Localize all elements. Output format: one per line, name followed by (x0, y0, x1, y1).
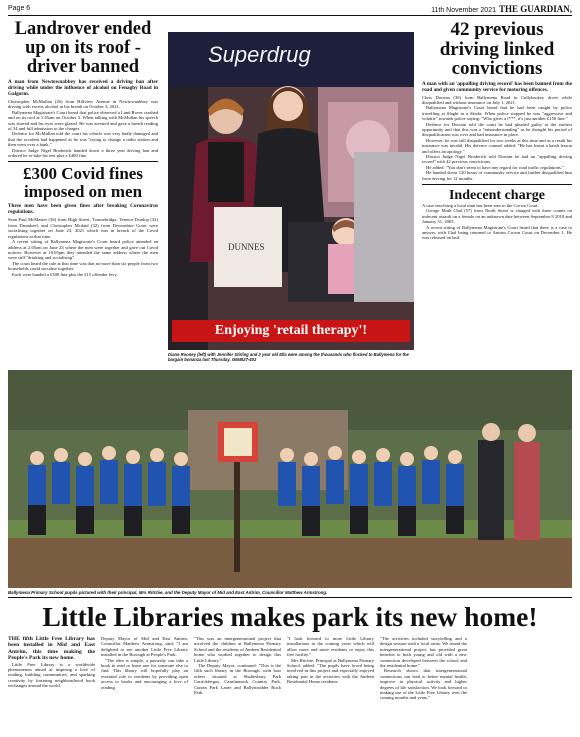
libraries-para-7: Mrs Ritchie, Principal at Ballymena Primary School, added: "The pupils have loved being involved in this project and especially enjoyed taking part in the activities with the Andeen Residential Home residents. (287, 657, 374, 685)
school-photo-caption: Ballymena Primary School pupils pictured with their principal, Mrs Ritchie, and the Deputy Mayor of Mid and East Antrim, Councillor Matthew Armstrong. (8, 590, 572, 598)
covid-para-2: A recent sitting of Ballymena Magistrate's Court heard police attended an address at 2.05am on June 23 where the men were together and gave out Covid notices. However at 10.05pm they attended the same address where the men were still "drinking and socialising". (8, 239, 158, 261)
libraries-col-3 (194, 636, 281, 732)
section-divider (422, 184, 572, 185)
libraries-col-5 (380, 636, 467, 732)
landrover-para-3: Defence for McMullan told the court his vehicle was very badly damaged and that the accident had happened as he was "trying to change a radio station and then went over a bank." (8, 131, 158, 148)
libraries-col-6 (473, 636, 572, 732)
convictions-para-1: Chris Dorrian (36) from Ballymena Road in Cullybackey drove while disqualified and without insurance on July 1, 2021. (422, 94, 572, 105)
landrover-para-2: Ballymena Magistrate's Court heard that police observed a Land Rover crashed and on its roof at 1.45am on October 3. When talking with McMullan his speech was slurred and his eyes were glazed. He was arrested and gave a breath reading of 54 and full admission to the charges. (8, 109, 158, 132)
libraries-col-2 (101, 636, 188, 732)
convictions-standfirst: A man with an 'appalling driving record' has been banned from the road and given community service for motoring offences. (422, 80, 572, 93)
libraries-para-8: "The activities included storytelling and a design session with a local artist. We found the intergenerational project has provided great benefits to both young and old with a new connection developed between the school and the residential home." (380, 636, 467, 669)
folio-date: 11th November 2021 THE GUARDIAN, (431, 4, 572, 14)
convictions-para-4: However, he was still disqualified for two weeks at this time and as a result his insurance was invalid. His defence counsel added: "He has learnt a harsh lesson and offers an apology." (422, 137, 572, 154)
libraries-para-3: "The idea is simple, a passerby can take a book to read or leave one for someone else to find. This library will hopefully play an essential role to residents by providing open access to books and encouraging a love of reading. (101, 657, 188, 690)
landrover-standfirst: A man from Newtownabbey has received a driving ban after driving while under the influence of alcohol on Fenaghy Road in Galgorm. (8, 79, 158, 97)
page-number: Page 6 (8, 5, 31, 12)
libraries-para-9: Research shows that intergenerational connections can lead to better mental health, improve in physical activity and higher degrees of life satisfaction. We look forward to making use of the Little Free Library over the coming months and years." (380, 668, 467, 701)
landrover-para-4: District Judge Nigel Broderick handed down a three year driving ban and ordered he re-take his test plus a £400 fine. (8, 147, 158, 159)
libraries-para-1: Little Free Library is a worldwide phenomenon aimed at inspiring a love of reading, building communities, and sparking creativity by fostering neighbourhood book exchanges around the world. (8, 661, 95, 689)
libraries-para-4: "This was an intergenerational project that involved the children at Ballymena Primary School and the residents of Andeen Residential home who worked together to design this Little Library." (194, 636, 281, 663)
libraries-para-2: Deputy Mayor of Mid and East Antrim, Councillor Matthew Armstrong, said: "I am delighted to see another Little Free Library installed in the Borough at People's Park. (101, 636, 188, 658)
convictions-headline: 42 previous driving linked convictions (439, 20, 555, 79)
masthead: THE GUARDIAN, (498, 4, 572, 14)
convictions-para-3: Defence for Dorrian told the court he had pleaded guilty at the earliest opportunity and that this was a "misunderstanding" as he thought his period of disqualification was over and had insurance in place. (422, 121, 572, 138)
libraries-headline: Little Libraries makes park its new home! (42, 601, 538, 632)
covid-standfirst: Three men have been given fines after breaking Coronavirus regulations. (8, 203, 158, 216)
convictions-para-2: Ballymena Magistrate's Court heard that he had been caught by police travelling at Slaght in a Skoda. When police stopped he was "aggressive and volatile" towards police saying: "Who gives a f***, it's just another £150 fine." (422, 105, 572, 122)
libraries-col-1 (8, 636, 95, 732)
indecent-para-3: A recent sitting of Ballymena Magistrate's Court heard that there is a case to answer, with Chal being returned to Antrim Crown Court on December 1. He was released on bail. (422, 224, 572, 241)
school-group-photo-art (8, 370, 572, 588)
section-divider (8, 161, 158, 162)
covid-para-3: The court heard the rule at that time was that no more than six people from two households could socialise together. (8, 260, 158, 272)
libraries-lead: THE fifth Little Free Library has been installed in Mid and East Antrim, this time making the People's Park its new home. (8, 636, 95, 662)
libraries-para-5: The Deputy Mayor, continued: "This is the fifth such library in the Borough, with four others situated at Shaftesbury Park Carrickfergus, Carnfunnock Country Park, Curran Park Larne and Ballystrudder Rock Park. (194, 663, 281, 696)
page-folio (8, 4, 572, 16)
indecent-para-1: A case involving a local man has been sent to the Crown Court. (422, 203, 539, 208)
covid-headline: £300 Covid fines imposed on men (23, 164, 143, 202)
shopping-photo-art (168, 32, 414, 350)
indecent-headline: Indecent charge (448, 188, 546, 203)
convictions-para-7: He handed down 120 hours of community service and further disqualified him from driving for 12 months. (422, 170, 572, 181)
landrover-para-1: Christopher McMullan (26) from Hillview Avenue in Newtownabbey was driving with excess alcohol in his breath on October 3, 2021. (8, 99, 158, 110)
photo-banner: Enjoying 'retail therapy'! (172, 320, 410, 342)
shopping-photo-caption: Diane Rooney (left) with Jennifer Stirling and 2 year old Ella were among the thousands who flocked to Ballymena for the bargain bonanza last Thursday. GM4927-402 (168, 352, 409, 362)
right-column (422, 20, 572, 375)
convictions-para-5: District Judge Nigel Broderick told Dorrian he had an "appalling driving record" with 42 previous convictions. (422, 153, 572, 165)
libraries-col-4 (287, 636, 374, 732)
shop-sign: Superdrug (208, 42, 311, 67)
landrover-headline: Landrover ended up on its roof - driver banned (14, 20, 152, 77)
covid-para-4: Each were handed a £300 fine plus the £15 offender levy. (12, 271, 118, 277)
libraries-para-6: "I look forward to more Little Library installations in the coming years which will allow more and more residents to enjoy this free facility." (287, 636, 374, 658)
indecent-para-2: George Muth Chal (57) from North Street is charged with three counts on indecent assault on a female on an unknown date between September 8 2018 and January 31, 2005. (422, 208, 572, 225)
convictions-para-6: He added: "You don't seem to have any regard for road traffic regulations." (426, 164, 564, 170)
school-group-photo (8, 370, 572, 588)
shopping-photo (168, 32, 414, 350)
left-column (8, 20, 158, 375)
bag-text: DUNNES (228, 242, 265, 252)
covid-para-1: Sean Paul McMaster (36) from High Street, Toomebridge, Terence Dunlop (32) from Drumkeel, and Christopher Mcdaid (32) from Devonshire Court were socialising together on June 23, 2021 which was in breach of the Covid regulations at that time. (8, 217, 158, 239)
